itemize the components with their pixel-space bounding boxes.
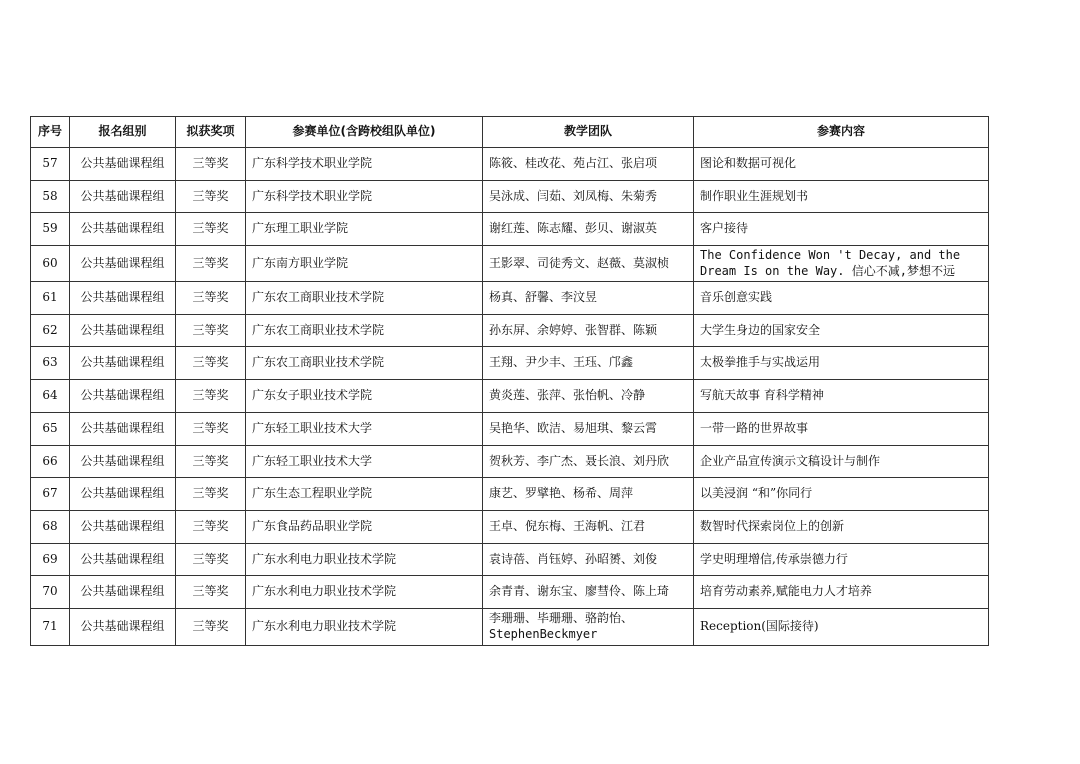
cell-unit: 广东水利电力职业技术学院 — [246, 543, 483, 576]
header-group: 报名组别 — [70, 117, 176, 148]
cell-group: 公共基础课程组 — [70, 213, 176, 246]
header-team: 教学团队 — [483, 117, 694, 148]
cell-unit: 广东科学技术职业学院 — [246, 148, 483, 181]
cell-prize: 三等奖 — [176, 213, 246, 246]
cell-content: The Confidence Won 't Decay, and the Dream Is on the Way. 信心不减,梦想不远 — [694, 246, 989, 282]
cell-content: 音乐创意实践 — [694, 282, 989, 315]
cell-num: 64 — [31, 380, 70, 413]
awards-table — [30, 116, 989, 646]
cell-group: 公共基础课程组 — [70, 314, 176, 347]
cell-team: 王卓、倪东梅、王海帆、江君 — [483, 510, 694, 543]
cell-group: 公共基础课程组 — [70, 148, 176, 181]
cell-unit: 广东水利电力职业技术学院 — [246, 608, 483, 645]
header-unit: 参赛单位(含跨校组队单位) — [246, 117, 483, 148]
header-num: 序号 — [31, 117, 70, 148]
cell-prize: 三等奖 — [176, 380, 246, 413]
cell-num: 65 — [31, 412, 70, 445]
cell-num: 70 — [31, 576, 70, 609]
cell-num: 68 — [31, 510, 70, 543]
cell-team: 孙东屏、余婷婷、张智群、陈颖 — [483, 314, 694, 347]
cell-unit: 广东南方职业学院 — [246, 246, 483, 282]
cell-team: 陈筱、桂改花、苑占江、张启项 — [483, 148, 694, 181]
cell-unit: 广东女子职业技术学院 — [246, 380, 483, 413]
cell-team: 黄炎莲、张萍、张怡帆、冷静 — [483, 380, 694, 413]
cell-group: 公共基础课程组 — [70, 412, 176, 445]
table-row — [31, 148, 989, 181]
cell-unit: 广东食品药品职业学院 — [246, 510, 483, 543]
cell-prize: 三等奖 — [176, 180, 246, 213]
cell-prize: 三等奖 — [176, 412, 246, 445]
cell-prize: 三等奖 — [176, 347, 246, 380]
cell-group: 公共基础课程组 — [70, 246, 176, 282]
table-row — [31, 180, 989, 213]
cell-num: 58 — [31, 180, 70, 213]
cell-content: 学史明理增信,传承崇德力行 — [694, 543, 989, 576]
cell-group: 公共基础课程组 — [70, 282, 176, 315]
table-row — [31, 510, 989, 543]
header-prize: 拟获奖项 — [176, 117, 246, 148]
cell-content: 客户接待 — [694, 213, 989, 246]
cell-group: 公共基础课程组 — [70, 510, 176, 543]
cell-prize: 三等奖 — [176, 478, 246, 511]
cell-content: 图论和数据可视化 — [694, 148, 989, 181]
table-row — [31, 478, 989, 511]
cell-content: Reception(国际接待) — [694, 608, 989, 645]
cell-team: 王影翠、司徒秀文、赵薇、莫淑桢 — [483, 246, 694, 282]
cell-content: 数智时代探索岗位上的创新 — [694, 510, 989, 543]
cell-team: 王翔、尹少丰、王珏、邝鑫 — [483, 347, 694, 380]
cell-content: 太极拳推手与实战运用 — [694, 347, 989, 380]
table-row — [31, 314, 989, 347]
cell-team: 李珊珊、毕珊珊、骆韵怡、StephenBeckmyer — [483, 608, 694, 645]
cell-num: 69 — [31, 543, 70, 576]
table-row — [31, 380, 989, 413]
cell-content: 一带一路的世界故事 — [694, 412, 989, 445]
cell-group: 公共基础课程组 — [70, 608, 176, 645]
cell-prize: 三等奖 — [176, 314, 246, 347]
cell-unit: 广东科学技术职业学院 — [246, 180, 483, 213]
table-row — [31, 246, 989, 282]
cell-unit: 广东农工商职业技术学院 — [246, 347, 483, 380]
cell-num: 57 — [31, 148, 70, 181]
cell-num: 59 — [31, 213, 70, 246]
cell-content: 以美浸润 “和”你同行 — [694, 478, 989, 511]
table-row — [31, 282, 989, 315]
cell-content: 制作职业生涯规划书 — [694, 180, 989, 213]
cell-team: 吴艳华、欧洁、易旭琪、黎云霄 — [483, 412, 694, 445]
cell-prize: 三等奖 — [176, 608, 246, 645]
cell-content: 企业产品宣传演示文稿设计与制作 — [694, 445, 989, 478]
cell-team: 贺秋芳、李广杰、聂长浪、刘丹欣 — [483, 445, 694, 478]
cell-group: 公共基础课程组 — [70, 543, 176, 576]
cell-team: 康艺、罗擘艳、杨希、周萍 — [483, 478, 694, 511]
table-row — [31, 347, 989, 380]
cell-team: 余青青、谢东宝、廖彗伶、陈上琦 — [483, 576, 694, 609]
cell-num: 63 — [31, 347, 70, 380]
cell-prize: 三等奖 — [176, 148, 246, 181]
cell-team: 杨真、舒馨、李汶昱 — [483, 282, 694, 315]
table-row — [31, 445, 989, 478]
cell-group: 公共基础课程组 — [70, 347, 176, 380]
cell-num: 66 — [31, 445, 70, 478]
cell-prize: 三等奖 — [176, 576, 246, 609]
cell-group: 公共基础课程组 — [70, 478, 176, 511]
table-header-row — [31, 117, 989, 148]
cell-content: 培育劳动素养,赋能电力人才培养 — [694, 576, 989, 609]
cell-unit: 广东农工商职业技术学院 — [246, 282, 483, 315]
cell-num: 61 — [31, 282, 70, 315]
cell-prize: 三等奖 — [176, 510, 246, 543]
cell-prize: 三等奖 — [176, 246, 246, 282]
cell-team: 吴泳成、闫茹、刘凤梅、朱菊秀 — [483, 180, 694, 213]
cell-unit: 广东轻工职业技术大学 — [246, 445, 483, 478]
cell-num: 60 — [31, 246, 70, 282]
table-row — [31, 608, 989, 645]
cell-unit: 广东水利电力职业技术学院 — [246, 576, 483, 609]
cell-group: 公共基础课程组 — [70, 380, 176, 413]
cell-group: 公共基础课程组 — [70, 445, 176, 478]
cell-unit: 广东农工商职业技术学院 — [246, 314, 483, 347]
cell-num: 71 — [31, 608, 70, 645]
cell-content: 写航天故事 育科学精神 — [694, 380, 989, 413]
cell-num: 67 — [31, 478, 70, 511]
cell-unit: 广东生态工程职业学院 — [246, 478, 483, 511]
cell-content: 大学生身边的国家安全 — [694, 314, 989, 347]
cell-prize: 三等奖 — [176, 445, 246, 478]
cell-prize: 三等奖 — [176, 282, 246, 315]
cell-num: 62 — [31, 314, 70, 347]
cell-team: 谢红莲、陈志耀、彭贝、谢淑英 — [483, 213, 694, 246]
header-content: 参赛内容 — [694, 117, 989, 148]
cell-team: 袁诗蓓、肖钰婷、孙昭赟、刘俊 — [483, 543, 694, 576]
cell-group: 公共基础课程组 — [70, 576, 176, 609]
cell-unit: 广东理工职业学院 — [246, 213, 483, 246]
table-row — [31, 213, 989, 246]
table-row — [31, 576, 989, 609]
cell-unit: 广东轻工职业技术大学 — [246, 412, 483, 445]
table-row — [31, 412, 989, 445]
cell-group: 公共基础课程组 — [70, 180, 176, 213]
cell-prize: 三等奖 — [176, 543, 246, 576]
table-row — [31, 543, 989, 576]
